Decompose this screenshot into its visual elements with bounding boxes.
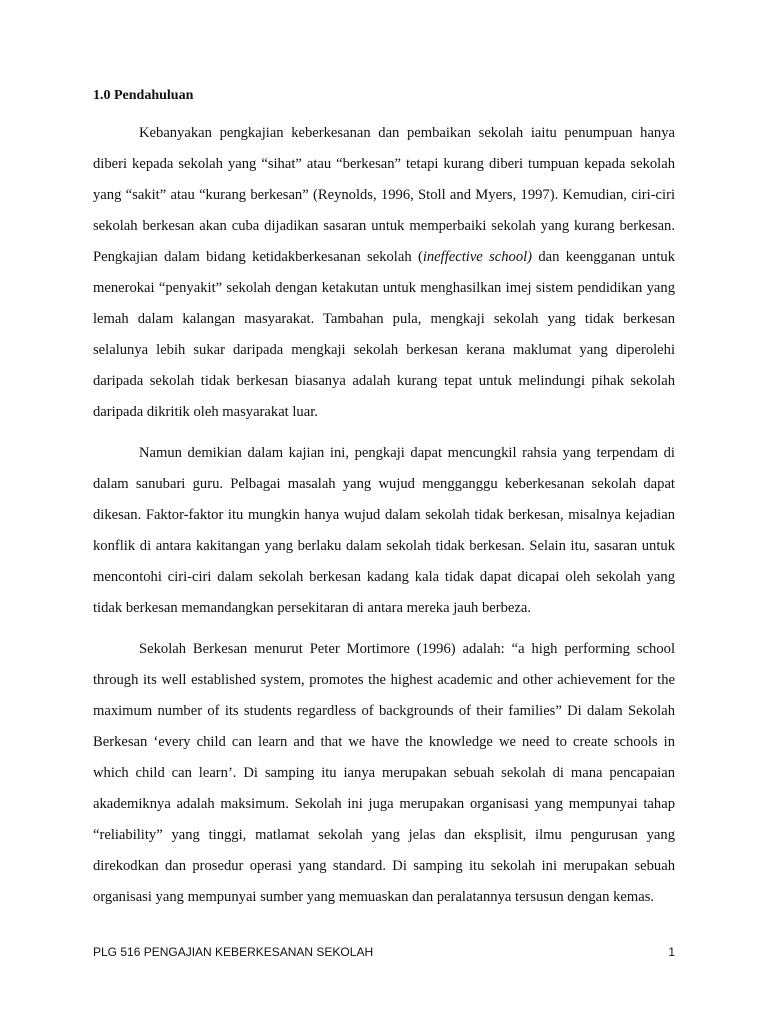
paragraph-1-italic-term: ineffective school) [422, 249, 533, 265]
paragraph-1-text-after: dan keengganan untuk menerokai “penyakit” sekolah dengan ketakutan untuk menghasilkan imej sistem pendidikan yang lemah dalam kalangan masyarakat. Tambahan pula, mengkaji sekolah yang tidak berkesan selalunya lebih sukar daripada mengkaji sekolah berkesan kerana maklumat yang diperolehi daripada sekolah tidak berkesan biasanya adalah kurang tepat untuk melindungi pihak sekolah daripada dikritik oleh masyarakat luar. [93, 249, 675, 420]
section-heading: 1.0 Pendahuluan [93, 88, 194, 103]
paragraph-1-text-before: Kebanyakan pengkajian keberkesanan dan pembaikan sekolah iaitu penumpuan hanya diberi kepada sekolah yang “sihat” atau “berkesan” tetapi kurang diberi tumpuan kepada sekolah yang “sakit” atau “kurang berkesan” (Reynolds, 1996, Stoll and Myers, 1997). Kemudian, ciri-ciri sekolah berkesan akan cuba dijadikan sasaran untuk memperbaiki sekolah yang kurang berkesan. Pengkajian dalam bidang ketidakberkesanan sekolah ( [93, 125, 675, 265]
footer-page-number: 1 [668, 945, 675, 959]
page-footer [93, 945, 675, 959]
paragraph-3: Sekolah Berkesan menurut Peter Mortimore (1996) adalah: “a high performing school through its well established system, promotes the highest academic and other achievement for the maximum number of its students regardless of backgrounds of their families” Di dalam Sekolah Berkesan ‘every child can learn and that we have the knowledge we need to create schools in which child can learn’. Di samping itu ianya merupakan sebuah sekolah di mana pencapaian akademiknya adalah maksimum. Sekolah ini juga merupakan organisasi yang mempunyai tahap “reliability” yang tinggi, matlamat sekolah yang jelas dan eksplisit, ilmu pengurusan yang direkodkan dan prosedur operasi yang standard. Di samping itu sekolah ini merupakan sebuah organisasi yang mempunyai sumber yang memuaskan dan peralatannya tersusun dengan kemas. [93, 641, 675, 905]
paragraph-2: Namun demikian dalam kajian ini, pengkaji dapat mencungkil rahsia yang terpendam di dalam sanubari guru. Pelbagai masalah yang wujud mengganggu keberkesanan sekolah dapat dikesan. Faktor-faktor itu mungkin hanya wujud dalam sekolah tidak berkesan, misalnya kejadian konflik di antara kakitangan yang berlaku dalam sekolah tidak berkesan. Selain itu, sasaran untuk mencontohi ciri-ciri dalam sekolah berkesan kadang kala tidak dapat dicapai oleh sekolah yang tidak berkesan memandangkan persekitaran di antara mereka jauh berbeza. [93, 445, 675, 616]
paragraph-1 [93, 118, 675, 428]
footer-course-title: PLG 516 PENGAJIAN KEBERKESANAN SEKOLAH [93, 945, 374, 959]
page-content [93, 84, 675, 923]
